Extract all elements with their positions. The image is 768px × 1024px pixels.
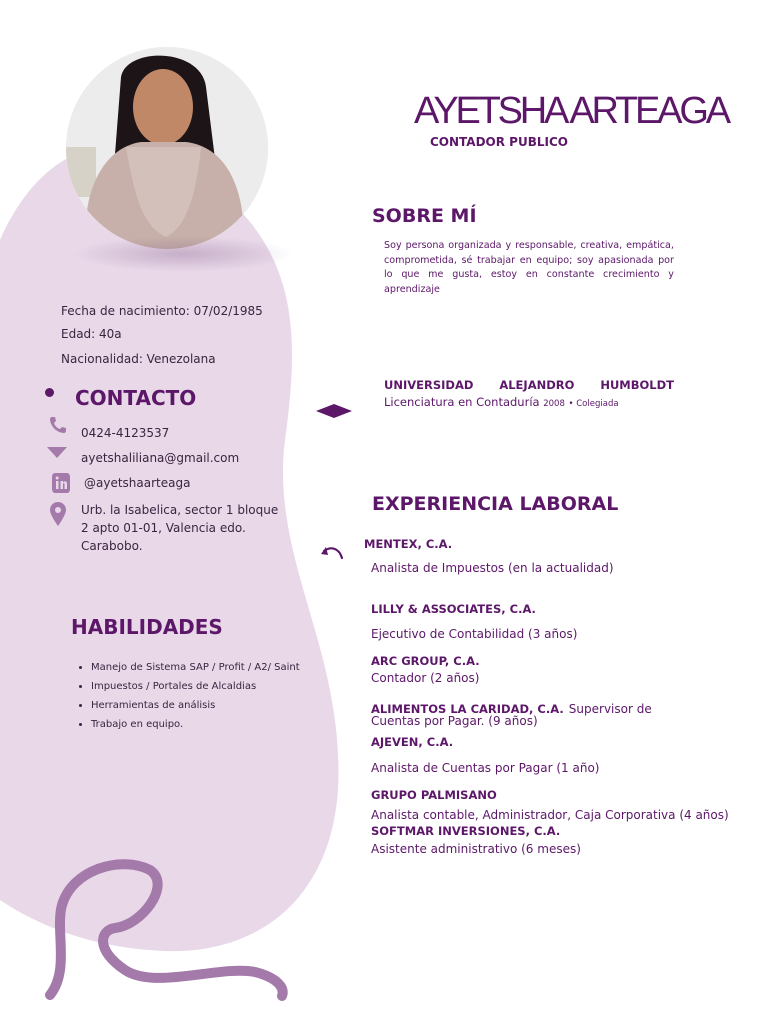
company-name: ARC GROUP, C.A. <box>371 654 480 668</box>
university-word: HUMBOLDT <box>600 378 674 392</box>
skill-item: • Herramientas de análisis <box>91 696 300 715</box>
university-name <box>384 378 674 392</box>
contact-bullet <box>45 388 54 397</box>
age: Edad: 40a <box>61 327 122 341</box>
skill-item: • Impuestos / Portales de Alcaldias <box>91 677 300 696</box>
degree: Licenciatura en Contaduría <box>384 395 540 409</box>
company-name: AJEVEN, C.A. <box>371 735 454 749</box>
university-word: ALEJANDRO <box>499 378 575 392</box>
job-role: Contador (2 años) <box>371 671 480 685</box>
profile-photo <box>66 47 268 249</box>
diamond-divider-icon <box>316 404 352 418</box>
job-role: Analista de Impuestos (en la actualidad) <box>371 561 614 575</box>
company-name: GRUPO PALMISANO <box>371 788 497 802</box>
skills-list <box>76 658 300 734</box>
linkedin-handle[interactable]: @ayetshaarteaga <box>84 476 191 490</box>
photo-shadow <box>72 236 294 272</box>
address-line: Urb. la Isabelica, sector 1 bloque <box>81 503 279 517</box>
job-role: Cuentas por Pagar. (9 años) <box>371 714 538 728</box>
about-heading: SOBRE MÍ <box>372 205 477 227</box>
phone-icon <box>49 416 67 434</box>
company-name: LILLY & ASSOCIATES, C.A. <box>371 602 536 616</box>
degree-year: 2008 <box>543 399 565 409</box>
curved-arrow-icon <box>319 542 345 560</box>
job-role-inline: Supervisor de <box>568 702 652 716</box>
company-name: SOFTMAR INVERSIONES, C.A. <box>371 824 561 838</box>
degree-note: • Colegiada <box>568 399 619 409</box>
linkedin-icon <box>51 472 71 494</box>
person-name: AYETSHA ARTEAGA <box>414 90 728 132</box>
job-role: Ejecutivo de Contabilidad (3 años) <box>371 627 578 641</box>
university-word: UNIVERSIDAD <box>384 378 474 392</box>
phone-number[interactable]: 0424-4123537 <box>81 426 170 440</box>
about-text: Soy persona organizada y responsable, creativa, empática, comprometida, sé trabajar en equipo; soy apasionada por lo que me gusta, estoy en constante crecimiento y aprendizaje <box>384 240 674 295</box>
contact-heading: CONTACTO <box>75 386 197 410</box>
location-icon <box>50 502 66 526</box>
job-role: Analista de Cuentas por Pagar (1 año) <box>371 761 600 775</box>
address-line: Carabobo. <box>81 539 143 553</box>
job-role: Asistente administrativo (6 meses) <box>371 842 581 856</box>
company-name: ALIMENTOS LA CARIDAD, C.A. <box>371 702 564 716</box>
skill-item: • Manejo de Sistema SAP / Profit / A2/ Saint <box>91 658 300 677</box>
experience-heading: EXPERIENCIA LABORAL <box>372 493 619 515</box>
address-line: 2 apto 01-01, Valencia edo. <box>81 521 246 535</box>
birth-date: Fecha de nacimiento: 07/02/1985 <box>61 304 263 318</box>
job-title: CONTADOR PUBLICO <box>430 135 568 149</box>
company-name: MENTEX, C.A. <box>364 537 453 551</box>
skills-heading: HABILIDADES <box>71 615 223 639</box>
job-role: Analista contable, Administrador, Caja Corporativa (4 años) <box>371 808 729 822</box>
nationality: Nacionalidad: Venezolana <box>61 352 216 366</box>
skill-item: • Trabajo en equipo. <box>91 715 300 734</box>
email-address[interactable]: ayetshaliliana@gmail.com <box>81 451 240 465</box>
degree-line <box>384 395 619 409</box>
email-icon <box>47 447 67 459</box>
